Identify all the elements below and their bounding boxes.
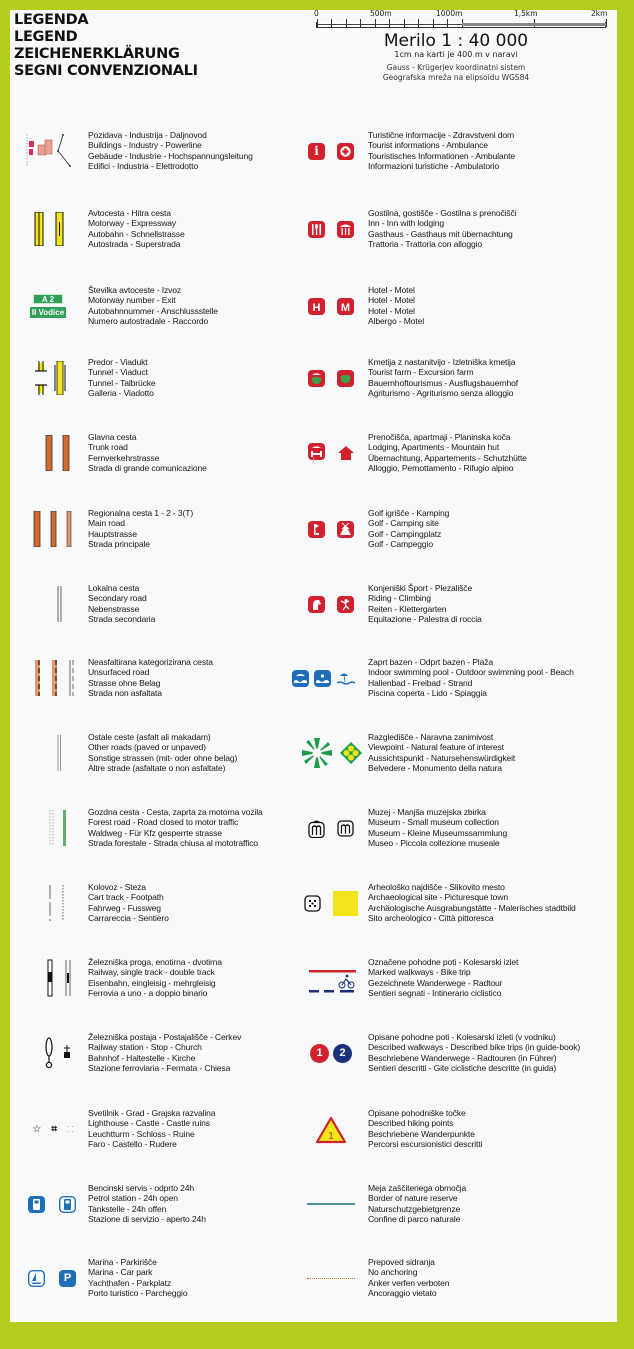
label-de: Beschriebene Wanderwege - Radtouren (in Führer) <box>368 1052 557 1063</box>
label-it: Sentieri descritti - Gite ciclistiche descritte (in guida) <box>368 1063 557 1074</box>
legend-text <box>368 208 516 250</box>
legend-text <box>368 508 449 550</box>
info-icon: i <box>308 143 325 160</box>
label-it: Sentieri segnati - Intinerario ciclistico <box>368 988 502 999</box>
label-en: Buildings - Industry - Powerline <box>88 140 202 151</box>
label-sl: Muzej - Manjša muzejska zbirka <box>368 807 486 817</box>
lodging-bed-icon <box>308 443 325 463</box>
label-sl: Svetilnik - Grad - Grajska razvalina <box>88 1108 216 1118</box>
label-de: Tankstelle - 24h offen <box>88 1203 167 1214</box>
label-sl: Avtocesta - Hitra cesta <box>88 208 171 218</box>
label-en: Tourist informations - Ambulance <box>368 140 488 151</box>
legend-titles <box>14 12 198 80</box>
label-sl: Zaprt bazen - Odprt bazen - Plaža <box>368 657 493 667</box>
label-de: Fernverkehrstrasse <box>88 452 160 463</box>
golf-icon <box>308 521 325 538</box>
coordinate-system-note: Gauss - Krügerjev koordinatni sistem <box>386 63 526 72</box>
inn-fork-knife-icon <box>308 221 325 238</box>
legend-text <box>88 657 213 699</box>
label-it: Strada principale <box>88 539 150 550</box>
label-en: Hotel - Motel <box>368 295 415 306</box>
label-en: Other roads (paved or unpaved) <box>88 742 206 753</box>
natural-feature-icon <box>340 742 362 764</box>
title-slovene: LEGENDA <box>14 12 89 28</box>
label-it: Ancoraggio vietato <box>368 1288 437 1299</box>
label-de: Bahnhof - Haltestelle - Kirche <box>88 1052 196 1063</box>
legend-text <box>368 432 527 474</box>
legend-text <box>368 1257 449 1299</box>
label-en: Riding - Climbing <box>368 593 431 604</box>
label-it: Strada secondaria <box>88 614 156 625</box>
legend-text <box>88 357 156 399</box>
picturesque-town-icon <box>333 891 358 916</box>
motel-icon: M <box>337 298 354 315</box>
label-en: Cart track - Footpath <box>88 892 164 903</box>
legend-text <box>88 807 263 849</box>
label-de: Anker verfen verboten <box>368 1277 450 1288</box>
label-sl: Regionalna cesta 1 - 2 - 3(T) <box>88 508 194 518</box>
label-it: Equitazione - Palestra di roccia <box>368 614 482 625</box>
railway-icon <box>12 957 84 999</box>
label-de: Naturschutzgebietgrenze <box>368 1203 461 1214</box>
label-en: Indoor swimming pool - Outdoor swimming pool - Beach <box>368 667 574 678</box>
mountain-hut-icon <box>337 445 355 461</box>
farm-with-lodging-icon <box>308 370 325 387</box>
described-walkways-bike-trips-icon <box>296 1032 366 1074</box>
label-it: Strada di grande comunicazione <box>88 463 207 474</box>
label-sl: Glavna cesta <box>88 432 137 442</box>
label-de: Übernachtung, Appartements - Schutzhütte <box>368 452 527 463</box>
other-roads-icon <box>12 732 84 774</box>
label-de: Eisenbahn, eingleisig - mehrgleisig <box>88 977 216 988</box>
buildings-industry-powerline-icon <box>12 130 84 172</box>
museum-icon <box>296 807 366 849</box>
label-en: Golf - Camping site <box>368 518 439 529</box>
beach-icon <box>336 670 356 687</box>
label-it: Edifici - Industria - Elettrodotto <box>88 161 199 172</box>
label-en: Tourist farm - Excursion farm <box>368 367 474 378</box>
main-road-icon <box>12 508 84 550</box>
label-it: Autostrada - Superstrada <box>88 239 181 250</box>
legend-text <box>88 285 218 327</box>
label-en: Museum - Small museum collection <box>368 817 499 828</box>
label-de: Nebenstrasse <box>88 603 140 614</box>
label-it: Trattoria - Trattoria con alloggio <box>368 239 482 250</box>
ellipsoid-note: Geografska mreža na elipsoidu WGS84 <box>382 73 530 82</box>
scale-tick-1000m: 1000m <box>436 9 463 18</box>
label-it: Strada forestale - Strada chiusa al mototraffico <box>88 838 258 849</box>
legend-text <box>368 882 576 924</box>
scale-notes <box>306 63 606 83</box>
legend-text <box>368 285 424 327</box>
legend-text <box>368 657 574 699</box>
archaeological-site-picturesque-town-icon <box>296 882 366 924</box>
scale-tick-500m: 500m <box>370 9 392 18</box>
riding-horse-icon <box>308 596 325 613</box>
marina-parking-icon <box>12 1257 84 1299</box>
legend-text <box>88 732 237 774</box>
scale-tick-1-5km: 1,5km <box>514 9 538 18</box>
label-en: Motorway number - Exit <box>88 295 176 306</box>
legend-text <box>88 130 253 172</box>
label-en: Secondary road <box>88 593 147 604</box>
label-sl: Železniška proga, enotirna - dvotirna <box>88 957 222 967</box>
cart-track-footpath-icon <box>12 882 84 924</box>
label-it: Belvedere - Monumento della natura <box>368 763 502 774</box>
label-sl: Označene pohodne poti - Kolesarski izlet <box>368 957 519 967</box>
label-sl: Gozdna cesta - Cesta, zaprta za motorna vozila <box>88 807 263 817</box>
label-en: Described hiking points <box>368 1118 454 1129</box>
museum-large-icon <box>308 819 325 838</box>
label-de: Aussichtspunkt - Natursehenswürdigkeit <box>368 752 516 763</box>
tunnel-viaduct-icon <box>12 357 84 399</box>
label-en: Described walkways - Described bike trips (in guide-book) <box>368 1042 581 1053</box>
excursion-farm-icon <box>337 370 354 387</box>
title-german: ZEICHENERKLÄRUNG <box>14 46 180 62</box>
motorway-expressway-icon <box>12 208 84 250</box>
exit-badge: II Vodice <box>31 308 65 317</box>
viewpoint-natural-feature-icon <box>296 732 366 774</box>
label-de: Hotel - Motel <box>368 305 415 316</box>
label-it: Ferrovia a uno - a doppio binario <box>88 988 208 999</box>
label-it: Stazione ferroviaria - Fermata - Chiesa <box>88 1063 231 1074</box>
label-it: Numero autostradale - Raccordo <box>88 316 209 327</box>
legend-text <box>88 1183 206 1225</box>
inn-icon <box>296 208 366 250</box>
label-de: Archäologische Ausgrabungstätte - Malerisches stadtbild <box>368 902 576 913</box>
hiking-point-triangle-icon <box>296 1108 366 1152</box>
hotel-icon: H <box>308 298 325 315</box>
label-sl: Meja zaščitenega območja <box>368 1183 467 1193</box>
label-sl: Prepoved sidranja <box>368 1257 435 1267</box>
tourist-info-ambulance-icon <box>296 130 366 172</box>
label-it: Altre strade (asfaltate o non asfaltate) <box>88 763 226 774</box>
nature-reserve-border-icon <box>296 1183 366 1225</box>
label-sl: Golf igrišče - Kamping <box>368 508 450 518</box>
label-de: Yachthafen - Parkplatz <box>88 1277 172 1288</box>
label-en: Marina - Car park <box>88 1267 153 1278</box>
marina-icon <box>28 1270 45 1287</box>
label-sl: Lokalna cesta <box>88 583 140 593</box>
label-it: Informazioni turistiche - Ambulatorio <box>368 161 500 172</box>
label-sl: Železniška postaja - Postajališče - Cerkev <box>88 1032 242 1042</box>
legend-text <box>368 1108 482 1150</box>
label-de: Beschriebene Wanderpunkte <box>368 1128 475 1139</box>
label-it: Stazione di servizio - aperto 24h <box>88 1214 206 1225</box>
motorway-number-exit-icon <box>12 285 84 327</box>
label-sl: Številka avtoceste - Izvoz <box>88 285 182 295</box>
label-it: Confine di parco naturale <box>368 1214 461 1225</box>
scale-title: Merilo 1 : 40 000 <box>383 31 529 51</box>
label-en: Main road <box>88 518 125 529</box>
golf-camping-icon <box>296 508 366 550</box>
label-it: Alloggio, Pernottamento - Rifugio alpino <box>368 463 514 474</box>
label-it: Faro - Castello - Rudere <box>88 1139 177 1150</box>
legend-text <box>368 130 515 172</box>
label-de: Golf - Campingplatz <box>368 528 442 539</box>
legend-text <box>88 1032 241 1074</box>
label-sl: Arheološko najdišče - Slikovito mesto <box>368 882 505 892</box>
unsurfaced-road-icon <box>12 657 84 699</box>
label-en: Border of nature reserve <box>368 1193 458 1204</box>
svg-text:1: 1 <box>328 1131 334 1142</box>
label-sl: Prenočišča, apartmaji - Planinska koča <box>368 432 511 442</box>
label-sl: Predor - Viadukt <box>88 357 148 367</box>
camping-icon <box>337 521 354 538</box>
label-en: Lodging, Apartments - Mountain hut <box>368 442 500 453</box>
label-sl: Turistične informacije - Zdravstveni dom <box>368 130 515 140</box>
legend-text <box>88 1108 215 1150</box>
label-en: Tunnel - Viaduct <box>88 367 148 378</box>
marked-walkways-bike-trip-icon <box>296 957 366 999</box>
label-it: Carrareccia - Sentiero <box>88 913 169 924</box>
scale-tick-2km: 2km <box>591 9 608 18</box>
petrol-station-24h-icon <box>28 1196 45 1213</box>
label-de: Leuchtturm - Schloss - Ruine <box>88 1128 195 1139</box>
no-anchoring-icon <box>296 1257 366 1299</box>
label-sl: Marina - Parkirišče <box>88 1257 157 1267</box>
label-it: Percorsi escursionistici descritti <box>368 1139 483 1150</box>
parking-icon: P <box>59 1270 76 1287</box>
label-sl: Bencinski servis - odprto 24h <box>88 1183 194 1193</box>
scale-subtitle: 1cm na karti je 400 m v naravi <box>394 50 518 59</box>
title-english: LEGEND <box>14 29 78 45</box>
forest-road-icon <box>12 807 84 849</box>
legend-text <box>88 957 222 999</box>
legend-text <box>88 882 169 924</box>
label-sl: Kmetija z nastanitvijo - Izletniška kmetija <box>368 357 516 367</box>
label-sl: Hotel - Motel <box>368 285 415 295</box>
tourist-farm-icon <box>296 357 366 399</box>
archaeological-site-icon <box>304 895 321 912</box>
legend-text <box>88 432 207 474</box>
label-de: Gezeichnete Wanderwege - Radtour <box>368 977 503 988</box>
inn-with-lodging-icon <box>337 221 354 238</box>
label-it: Albergo - Motel <box>368 316 425 327</box>
viewpoint-icon <box>300 736 334 770</box>
ambulance-icon <box>337 143 354 160</box>
secondary-road-icon <box>12 583 84 625</box>
label-sl: Ostale ceste (asfalt ali makadam) <box>88 732 211 742</box>
label-de: Hallenbad - Freibad - Strand <box>368 677 473 688</box>
label-sl: Konjeniški Šport - Plezališče <box>368 583 473 593</box>
legend-text <box>368 583 482 625</box>
label-en: Marked walkways - Bike trip <box>368 967 471 978</box>
label-en: Unsurfaced road <box>88 667 150 678</box>
label-de: Gasthaus - Gasthaus mit übernachtung <box>368 228 513 239</box>
title-italian: SEGNI CONVENZIONALI <box>14 63 198 79</box>
indoor-pool-icon <box>292 670 309 687</box>
museum-small-icon <box>337 820 354 837</box>
legend-text <box>368 957 518 999</box>
outdoor-pool-icon <box>314 670 331 687</box>
label-de: Museum - Kleine Museumssammlung <box>368 827 508 838</box>
label-en: Lighthouse - Castle - Castle ruins <box>88 1118 210 1129</box>
petrol-station-icon <box>12 1183 84 1225</box>
lodging-mountain-hut-icon <box>296 432 366 474</box>
label-sl: Opisane pohodniške točke <box>368 1108 466 1118</box>
label-it: Museo - Piccola collezione museale <box>368 838 500 849</box>
castle-ruins-icon: ⸬ <box>66 1124 74 1134</box>
label-it: Sito archeologico - Città pittoresca <box>368 913 494 924</box>
label-de: Waldweg - Für Kfz gesperrte strasse <box>88 827 222 838</box>
label-en: Inn - Inn with lodging <box>368 218 445 229</box>
scale-tick-labels <box>306 9 606 20</box>
label-de: Gebäude - Industrie - Hochspannungsleitung <box>88 150 253 161</box>
castle-icon: ⌗ <box>51 1123 57 1135</box>
railway-station-church-icon <box>12 1032 84 1074</box>
label-de: Strasse ohne Belag <box>88 677 161 688</box>
label-sl: Razgledišče - Naravna zanimivost <box>368 732 494 742</box>
label-sl: Opisane pohodne poti - Kolesarski izleti (v vodniku) <box>368 1032 556 1042</box>
label-de: Autobahnnummer - Anschlussstelle <box>88 305 218 316</box>
label-de: Hauptstrasse <box>88 528 137 539</box>
lighthouse-castle-ruins-icon <box>12 1108 84 1150</box>
legend-text <box>368 807 507 849</box>
legend-text <box>88 208 185 250</box>
label-it: Strada non asfaltata <box>88 688 162 699</box>
label-de: Reiten - Klettergarten <box>368 603 447 614</box>
motorway-number-badge: A 2 <box>33 294 63 304</box>
scale-tick-0: 0 <box>314 9 319 18</box>
legend-text <box>368 357 518 399</box>
bike-trip-number-icon: 2 <box>333 1044 352 1063</box>
legend-text <box>88 583 155 625</box>
legend-text <box>368 732 515 774</box>
label-en: Railway station - Stop - Church <box>88 1042 202 1053</box>
legend-text <box>368 1032 580 1074</box>
label-de: Fahrweg - Fussweg <box>88 902 161 913</box>
label-it: Agriturismo - Agriturismo senza alloggio <box>368 388 514 399</box>
label-en: Petrol station - 24h open <box>88 1193 178 1204</box>
label-it: Porto turistico - Parcheggio <box>88 1288 188 1299</box>
label-it: Piscina coperta - Lido - Spiaggia <box>368 688 487 699</box>
label-en: Archaeological site - Picturesque town <box>368 892 508 903</box>
scale-bar <box>316 22 606 28</box>
label-sl: Kolovoz - Steza <box>88 882 146 892</box>
label-en: Railway, single track - double track <box>88 967 215 978</box>
label-it: Golf - Campeggio <box>368 539 433 550</box>
label-en: Viewpoint - Natural feature of interest <box>368 742 504 753</box>
label-en: No anchoring <box>368 1267 418 1278</box>
riding-climbing-icon <box>296 583 366 625</box>
petrol-station-icon-outline <box>59 1196 76 1213</box>
hotel-motel-icon <box>296 285 366 327</box>
label-de: Sonstige strassen (mit- oder ohne belag) <box>88 752 238 763</box>
scale-block <box>306 9 606 83</box>
label-en: Motorway - Expressway <box>88 218 177 229</box>
lighthouse-icon: ☆ <box>32 1123 42 1135</box>
label-de: Bauernhoftourismus - Ausflugsbauernhof <box>368 377 519 388</box>
label-en: Forest road - Road closed to motor traffic <box>88 817 239 828</box>
label-sl: Gostilna, gostišče - Gostilna s prenočišči <box>368 208 517 218</box>
walkway-number-icon: 1 <box>310 1044 329 1063</box>
legend-text <box>88 1257 187 1299</box>
label-en: Trunk road <box>88 442 128 453</box>
legend-text <box>368 1183 466 1225</box>
label-de: Tunnel - Talbrücke <box>88 377 156 388</box>
label-de: Touristisches Informationen - Ambulante <box>368 150 516 161</box>
label-sl: Pozidava - Industrija - Daljnovod <box>88 130 207 140</box>
label-sl: Neasfaltirana kategorizirana cesta <box>88 657 213 667</box>
label-it: Galleria - Viadotto <box>88 388 154 399</box>
swimming-pool-beach-icon <box>292 657 362 699</box>
climbing-icon <box>337 596 354 613</box>
trunk-road-icon <box>12 432 84 474</box>
label-de: Autobahn - Schnellstrasse <box>88 228 185 239</box>
legend-text <box>88 508 193 550</box>
